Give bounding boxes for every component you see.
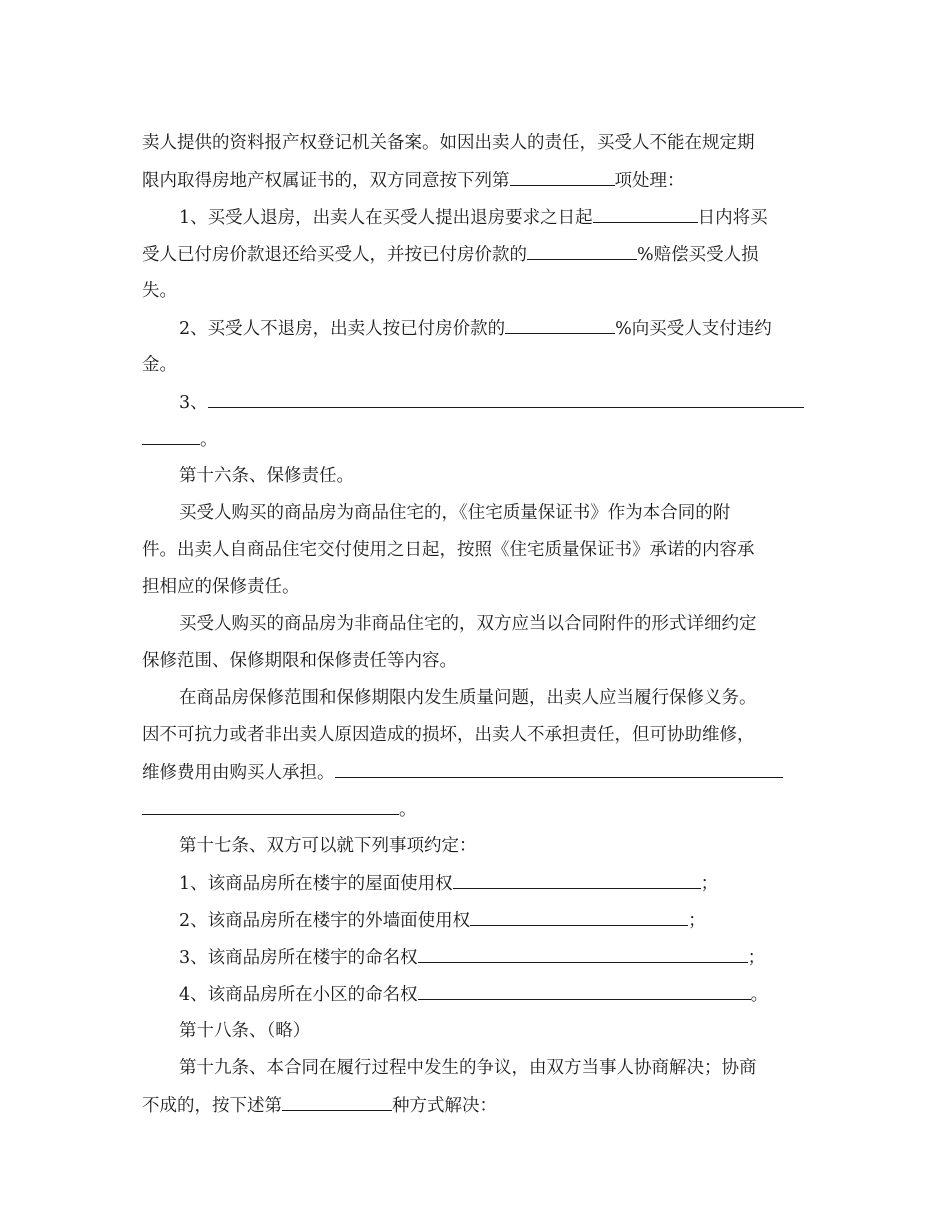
line-text: 种方式解决： (392, 1096, 497, 1116)
paragraph-line (179, 316, 772, 340)
paragraph-line (179, 945, 765, 969)
line-text: 项处理： (614, 171, 685, 191)
line-text: 维修费用由购买人承担。 (142, 763, 335, 783)
paragraph-line (142, 242, 759, 266)
paragraph-line (142, 797, 417, 821)
paragraph-line: 担相应的保修责任。 (142, 577, 300, 597)
fill-in-blank[interactable] (282, 1093, 392, 1111)
line-text: %向买受人支付违约 (615, 319, 772, 339)
paragraph-line (179, 982, 768, 1006)
paragraph-line (142, 1093, 497, 1117)
fill-in-blank[interactable] (510, 168, 615, 186)
line-text: 。 (750, 985, 769, 1005)
line-text: 3、 (179, 393, 208, 413)
fill-in-blank[interactable] (593, 205, 698, 223)
line-text: 受人已付房价款退还给买受人，并按已付房价款的 (142, 245, 527, 265)
paragraph-line: 保修范围、保修期限和保修责任等内容。 (142, 651, 457, 671)
line-text: 1、买受人退房，出卖人在买受人提出退房要求之日起 (179, 208, 593, 228)
paragraph-line: 买受人购买的商品房为商品住宅的，《住宅质量保证书》作为本合同的附 (179, 503, 731, 523)
line-text: 。 (399, 800, 417, 820)
fill-in-blank[interactable] (142, 427, 200, 445)
paragraph-line (179, 871, 718, 895)
paragraph-line (142, 760, 783, 784)
line-text: 限内取得房地产权属证书的，双方同意按下列第 (142, 171, 510, 191)
paragraph-line: 第十九条、本合同在履行过程中发生的争议，由双方当事人协商解决；协商 (179, 1058, 757, 1078)
fill-in-blank[interactable] (453, 871, 701, 889)
line-text: ； (747, 948, 766, 968)
line-text: 。 (200, 430, 218, 450)
paragraph-line: 件。出卖人自商品住宅交付使用之日起，按照《住宅质量保证书》承诺的内容承 (142, 540, 755, 560)
section-heading: 第十七条、双方可以就下列事项约定： (179, 836, 477, 856)
paragraph-line: 买受人购买的商品房为非商品住宅的，双方应当以合同附件的形式详细约定 (179, 614, 757, 634)
section-heading: 第十六条、保修责任。 (179, 466, 354, 486)
fill-in-blank[interactable] (142, 797, 399, 815)
paragraph-line: 金。 (142, 355, 177, 375)
fill-in-blank[interactable] (418, 945, 748, 963)
section-heading: 第十八条、（略） (179, 1021, 311, 1041)
line-text: 3、该商品房所在楼宇的命名权 (179, 948, 418, 968)
line-text: ； (688, 911, 706, 931)
paragraph-line (179, 908, 706, 932)
line-text: 4、该商品房所在小区的命名权 (179, 985, 418, 1005)
paragraph-line: 卖人提供的资料报产权登记机关备案。如因出卖人的责任，买受人不能在规定期 (142, 133, 755, 153)
fill-in-blank[interactable] (418, 982, 751, 1000)
line-text: ； (700, 874, 719, 894)
fill-in-blank[interactable] (527, 242, 637, 260)
line-text: 日内将买 (697, 208, 768, 228)
fill-in-blank[interactable] (208, 390, 804, 408)
paragraph-line (142, 427, 218, 451)
fill-in-blank[interactable] (335, 760, 783, 778)
paragraph-line (142, 168, 685, 192)
line-text: %赔偿买受人损 (637, 245, 759, 265)
line-text: 1、该商品房所在楼宇的屋面使用权 (179, 874, 453, 894)
line-text: 2、买受人不退房，出卖人按已付房价款的 (179, 319, 506, 339)
paragraph-line: 失。 (142, 281, 177, 301)
paragraph-line (179, 205, 768, 229)
line-text: 不成的，按下述第 (142, 1096, 282, 1116)
fill-in-blank[interactable] (505, 316, 615, 334)
paragraph-line: 在商品房保修范围和保修期限内发生质量问题，出卖人应当履行保修义务。 (179, 688, 757, 708)
paragraph-line (179, 390, 804, 414)
fill-in-blank[interactable] (470, 908, 688, 926)
line-text: 2、该商品房所在楼宇的外墙面使用权 (179, 911, 471, 931)
paragraph-line: 因不可抗力或者非出卖人原因造成的损坏，出卖人不承担责任，但可协助维修， (142, 725, 755, 745)
